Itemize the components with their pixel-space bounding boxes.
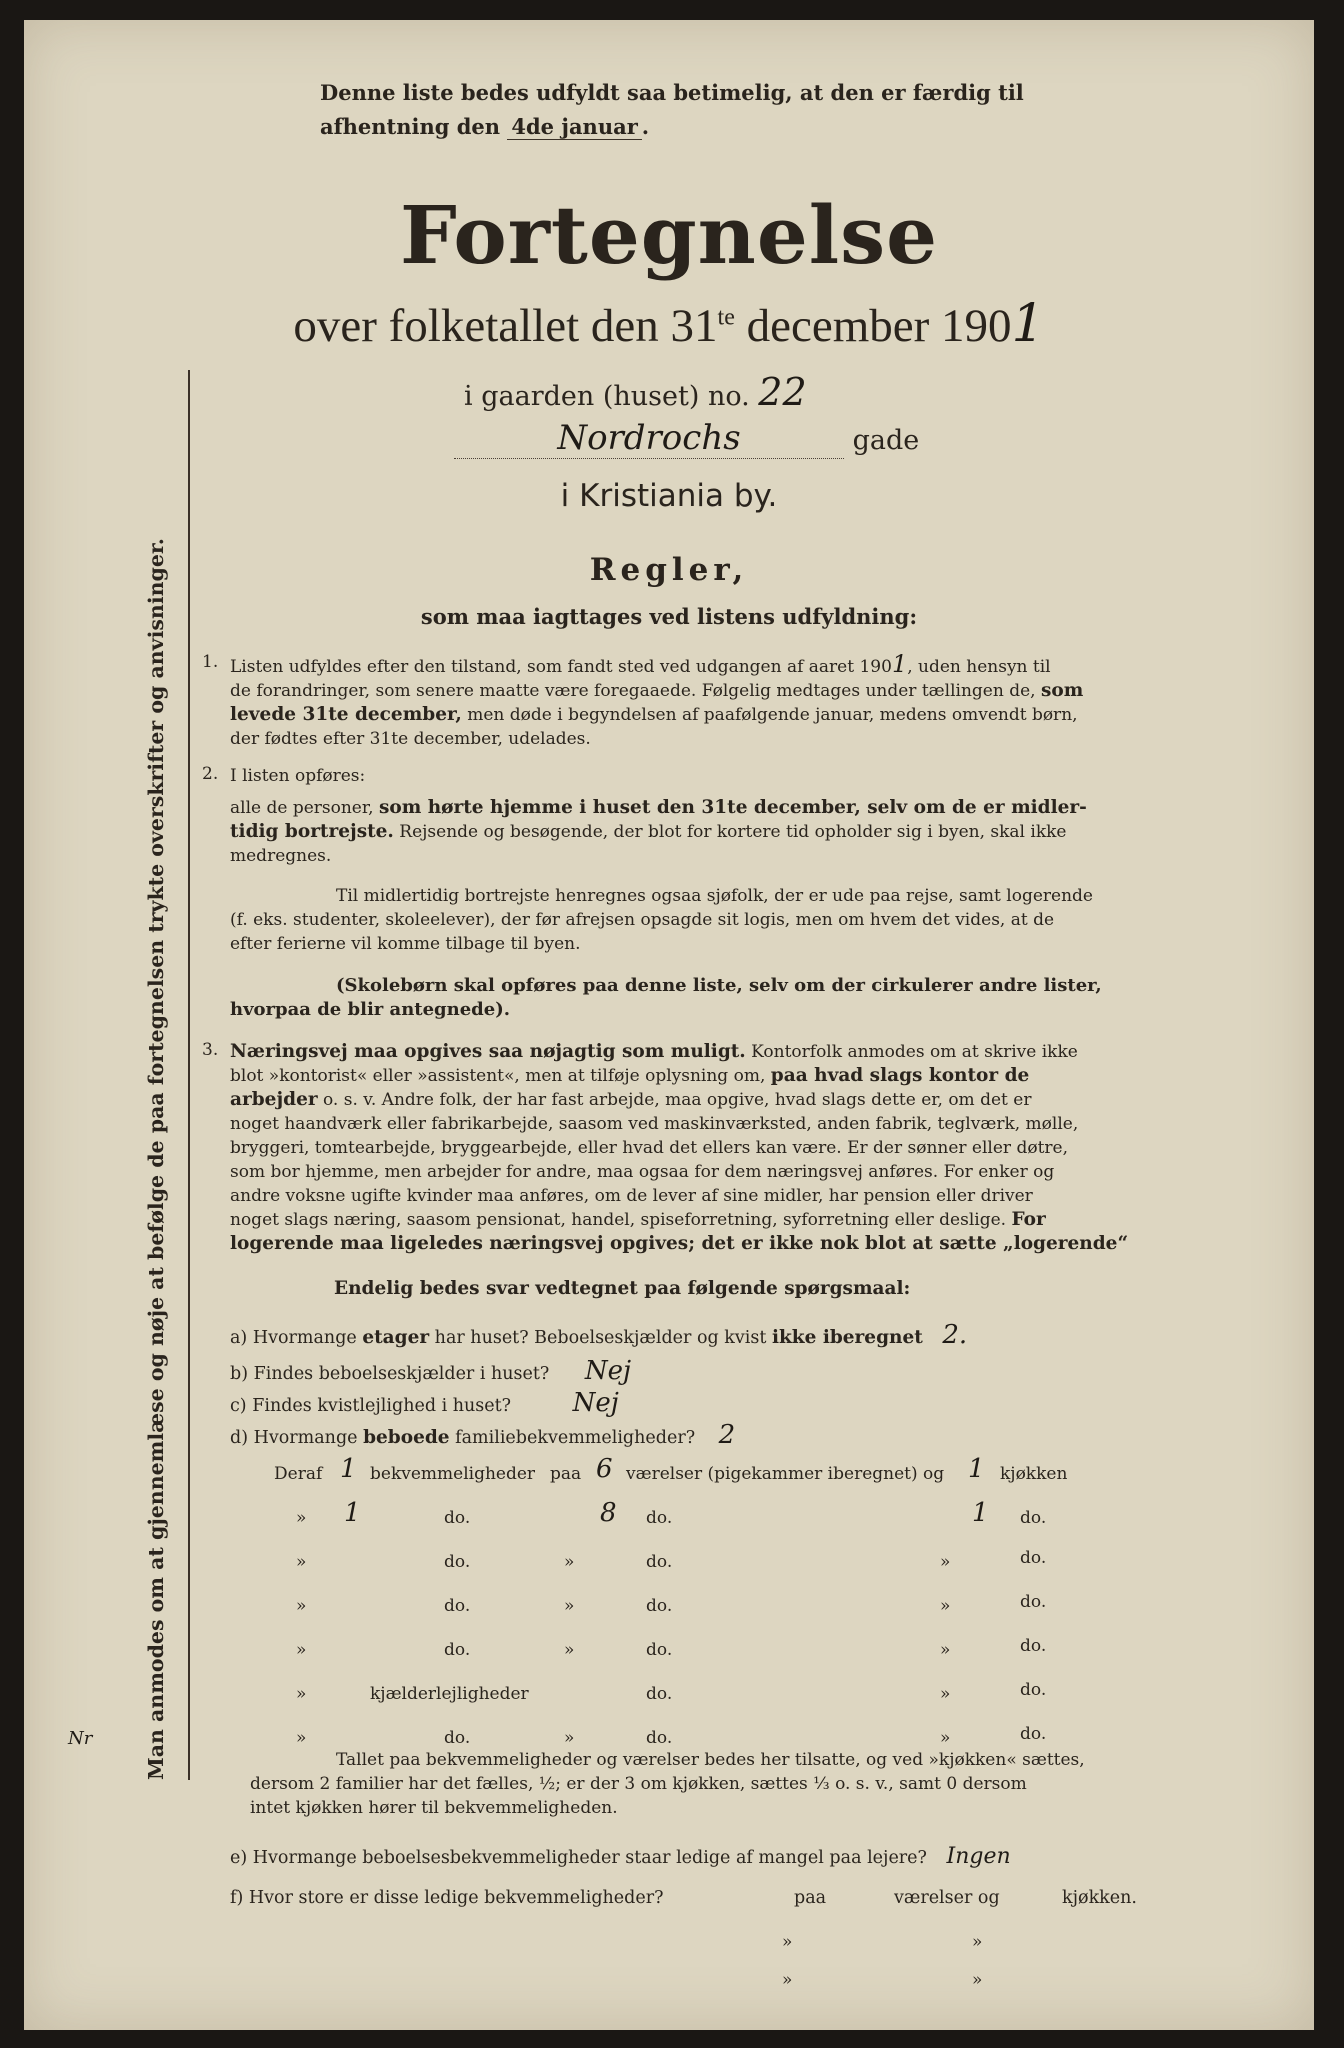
question-f-ditto4: »: [972, 1970, 983, 1990]
row7-ditto3: »: [940, 1728, 951, 1748]
row4-ditto2: »: [564, 1596, 575, 1616]
row5-ditto2: »: [564, 1640, 575, 1660]
row3-do2: do.: [646, 1552, 673, 1572]
rule-2-l1a: alle de personer,: [230, 798, 374, 818]
rule-1-year-hand: 1: [891, 650, 908, 678]
rule-2-l3: medregnes.: [230, 846, 332, 866]
questions-heading: Endelig bedes svar vedtegnet paa følgende spørgsmaal:: [334, 1278, 911, 1299]
question-a-bold2: ikke iberegnet: [771, 1327, 923, 1348]
rule-3-number: 3.: [202, 1040, 219, 1060]
house-label: i gaarden (huset) no.: [464, 381, 750, 412]
question-f-ditto3: »: [782, 1970, 793, 1990]
row5-do2: do.: [646, 1640, 673, 1660]
rule-3-l2b: paa hvad slags kontor de: [770, 1065, 1030, 1086]
rule-1-l2a: de forandringer, som senere maatte være foregaaede. Følgelig medtages under tællingen de,: [230, 681, 1036, 701]
street-line: [454, 418, 919, 459]
rule-2-number: 2.: [202, 764, 219, 784]
question-e: [230, 1844, 1011, 1869]
header-note: [320, 76, 1180, 144]
rule-2-p3l2: hvorpaa de blir antegnede).: [230, 999, 510, 1020]
rule-2-l2a: tidig bortrejste.: [230, 821, 394, 842]
header-note-prefix: afhentning den: [320, 114, 501, 139]
census-form-sheet: [24, 20, 1314, 2030]
rule-3-l8b: For: [1011, 1209, 1046, 1230]
row7-do2: do.: [646, 1728, 673, 1748]
row7-ditto: »: [296, 1728, 307, 1748]
paa-label: paa: [550, 1464, 582, 1484]
header-note-date: 4de januar: [507, 114, 641, 140]
tallet-l3: intet kjøkken hører til bekvemmeligheden.: [250, 1798, 618, 1818]
question-d-pre: Hvormange: [253, 1428, 358, 1448]
question-f-paa: paa: [794, 1888, 827, 1908]
rule-1-number: 1.: [202, 652, 219, 672]
question-f: [230, 1888, 1230, 1908]
question-b-text: Findes beboelseskjælder i huset?: [253, 1364, 550, 1384]
row4-ditto3: »: [940, 1596, 951, 1616]
row2-ditto: »: [296, 1508, 307, 1528]
question-c-label: c): [230, 1396, 247, 1416]
rule-1-l3a: levede 31te december,: [230, 704, 462, 725]
row5-do1: do.: [444, 1640, 471, 1660]
deraf-label: Deraf: [274, 1464, 323, 1484]
question-b: [230, 1356, 631, 1386]
street-name-hand: Nordrochs: [454, 418, 844, 459]
rule-2-para2: [230, 884, 1174, 956]
sidebar-instruction: Man anmodes om at gjennemlæse og nøje at befølge de paa fortegnelsen trykte overskrifter og anvisninger.: [144, 538, 168, 1780]
rule-3-l2a: blot »kontorist« eller »assistent«, men at tilføje oplysning om,: [230, 1066, 766, 1086]
row5-do3: do.: [1020, 1636, 1047, 1656]
rule-2: [230, 796, 1174, 868]
rule-2-p2l2: (f. eks. studenter, skoleelever), der før afrejsen opsagde sit logis, men om hvem det vides, at de: [230, 910, 1055, 930]
question-a-label: a): [230, 1328, 248, 1348]
row2-kitchen: 1: [972, 1498, 989, 1528]
rule-3-l1a: Næringsvej maa opgives saa nøjagtig som muligt.: [230, 1041, 746, 1062]
question-e-label: e): [230, 1848, 248, 1868]
question-b-label: b): [230, 1364, 249, 1384]
rule-1: [230, 652, 1174, 751]
question-a: [230, 1320, 967, 1350]
row3-do1: do.: [444, 1552, 471, 1572]
tallet-note: [250, 1748, 1174, 1820]
row3-ditto2: »: [564, 1552, 575, 1572]
rule-1-l1b: , uden hensyn til: [907, 657, 1051, 677]
question-f-ditto2: »: [972, 1932, 983, 1952]
subtitle-year-hand: 1: [1011, 294, 1045, 354]
rule-3-l3a: arbejder: [230, 1089, 318, 1110]
subtitle-suffix: december 190: [734, 300, 1012, 352]
question-d-post: familiebekvemmeligheder?: [455, 1428, 696, 1448]
rule-2-l2b: Rejsende og besøgende, der blot for kortere tid opholder sig i byen, skal ikke: [399, 822, 1067, 842]
row7-do1: do.: [444, 1728, 471, 1748]
rule-3: [230, 1040, 1174, 1256]
rule-2-p2l1: Til midlertidig bortrejste henregnes ogsaa sjøfolk, der er ude paa rejse, samt logerende: [336, 886, 1093, 906]
rule-2-l1b: som hørte hjemme i huset den 31te december, selv om de er midler-: [378, 797, 1087, 818]
question-d: [230, 1420, 735, 1450]
rule-3-l3b: o. s. v. Andre folk, der har fast arbejde, maa opgive, hvad slags dette er, om det er: [323, 1090, 1032, 1110]
question-a-answer: 2.: [942, 1320, 968, 1350]
rule-3-l1b: Kontorfolk anmodes om at skrive ikke: [751, 1042, 1078, 1062]
row6-do3: do.: [1020, 1680, 1047, 1700]
row1-rooms: 6: [596, 1454, 613, 1484]
deraf-table: [24, 1454, 1314, 1760]
question-b-answer: Nej: [584, 1356, 632, 1386]
question-f-vaer: værelser og: [894, 1888, 1000, 1908]
kjaelder-label: kjælderlejligheder: [370, 1684, 529, 1704]
rule-2-p3l1: (Skolebørn skal opføres paa denne liste, selv om der cirkulerer andre lister,: [336, 975, 1102, 996]
rule-3-l4: noget haandværk eller fabrikarbejde, saasom ved maskinværksted, anden fabrik, teglværk, mølle,: [230, 1114, 1079, 1134]
census-subtitle: [24, 294, 1314, 354]
row2-rooms: 8: [600, 1498, 617, 1528]
question-a-mid: har huset? Beboelseskjælder og kvist: [434, 1328, 767, 1348]
question-f-text: Hvor store er disse ledige bekvemmeligheder?: [248, 1888, 664, 1908]
rules-subheading: som maa iagttages ved listens udfyldning:: [420, 604, 918, 629]
row5-ditto: »: [296, 1640, 307, 1660]
row2-do3: do.: [1020, 1508, 1047, 1528]
rule-2-intro: I listen opføres:: [230, 766, 366, 786]
question-a-bold: etager: [362, 1327, 430, 1348]
question-d-answer: 2: [718, 1420, 736, 1450]
rule-2-p2l3: efter ferierne vil komme tilbage til byen.: [230, 934, 581, 954]
rule-3-l5: bryggeri, tomtearbejde, bryggearbejde, eller hvad det ellers kan være. Er der sønner eller døtre,: [230, 1138, 1068, 1158]
rule-2-para3: [230, 974, 1174, 1022]
rule-1-l4: der fødtes efter 31te december, udelades.: [230, 729, 591, 749]
rule-3-l6: som bor hjemme, men arbejder for andre, maa ogsaa for dem næringsvej anføres. For enker og: [230, 1162, 1055, 1182]
rule-1-l2b: som: [1040, 680, 1084, 701]
row5-ditto3: »: [940, 1640, 951, 1660]
rule-3-l9: logerende maa ligeledes næringsvej opgives; det er ikke nok blot at sætte „logerende“: [230, 1233, 1129, 1254]
row3-ditto: »: [296, 1552, 307, 1572]
header-note-line1: Denne liste bedes udfyldt saa betimelig, at den er færdig til: [320, 80, 1024, 105]
rule-3-l7: andre voksne ugifte kvinder maa anføres, om de lever af sine midler, har pension eller driver: [230, 1186, 1033, 1206]
question-e-answer: Ingen: [946, 1844, 1011, 1869]
tallet-l2: dersom 2 familier har det fælles, ½; er der 3 om kjøkken, sættes ⅓ o. s. v., samt 0 dersom: [250, 1774, 1027, 1794]
question-e-text: Hvormange beboelsesbekvemmeligheder staar ledige af mangel paa lejere?: [252, 1848, 927, 1868]
row1-count: 1: [340, 1454, 357, 1484]
sidebar-rule: [188, 370, 190, 1780]
header-note-suffix: .: [641, 114, 650, 139]
row3-ditto3: »: [940, 1552, 951, 1572]
row7-do3: do.: [1020, 1724, 1047, 1744]
row4-do2: do.: [646, 1596, 673, 1616]
rule-1-l1a: Listen udfyldes efter den tilstand, som fandt sted ved udgangen af aaret 190: [230, 657, 892, 677]
subtitle-prefix: over folketallet den 31: [293, 300, 718, 352]
vaer-label: værelser (pigekammer iberegnet) og: [626, 1464, 945, 1484]
question-d-label: d): [230, 1428, 249, 1448]
row4-do1: do.: [444, 1596, 471, 1616]
question-c-answer: Nej: [572, 1388, 619, 1418]
row2-do1: do.: [444, 1508, 471, 1528]
subtitle-sup: te: [717, 304, 735, 331]
question-a-pre: Hvormange: [252, 1328, 357, 1348]
row4-do3: do.: [1020, 1592, 1047, 1612]
margin-mark: Nr: [68, 1728, 93, 1749]
row2-count: 1: [344, 1498, 361, 1528]
row3-do3: do.: [1020, 1548, 1047, 1568]
question-c-text: Findes kvistlejlighed i huset?: [252, 1396, 512, 1416]
question-f-ditto1: »: [782, 1932, 793, 1952]
rule-3-l8a: noget slags næring, saasom pensionat, handel, spiseforretning, syforretning eller deslige.: [230, 1210, 1007, 1230]
house-number-hand: 22: [758, 370, 807, 414]
row6-do2: do.: [646, 1684, 673, 1704]
city-line: i Kristiania by.: [560, 478, 778, 514]
rules-heading: Regler,: [589, 552, 749, 588]
question-d-bold: beboede: [363, 1427, 450, 1448]
tallet-l1: Tallet paa bekvemmeligheder og værelser bedes her tilsatte, og ved »kjøkken« sættes,: [336, 1750, 1085, 1770]
street-suffix: gade: [852, 425, 920, 456]
row2-do2: do.: [646, 1508, 673, 1528]
bek-label: bekvemmeligheder: [370, 1464, 536, 1484]
question-c: [230, 1388, 619, 1418]
page-title: Fortegnelse: [399, 188, 939, 282]
row6-ditto3: »: [940, 1684, 951, 1704]
house-number-line: [464, 370, 807, 414]
question-f-label: f): [230, 1888, 244, 1908]
row6-ditto: »: [296, 1684, 307, 1704]
rule-1-l3b: men døde i begyndelsen af paafølgende januar, medens omvendt børn,: [467, 705, 1078, 725]
question-f-kjokken: kjøkken.: [1062, 1888, 1137, 1908]
row7-ditto2: »: [564, 1728, 575, 1748]
kjokken-label: kjøkken: [1000, 1464, 1068, 1484]
row1-kitchen: 1: [968, 1454, 985, 1484]
row4-ditto: »: [296, 1596, 307, 1616]
